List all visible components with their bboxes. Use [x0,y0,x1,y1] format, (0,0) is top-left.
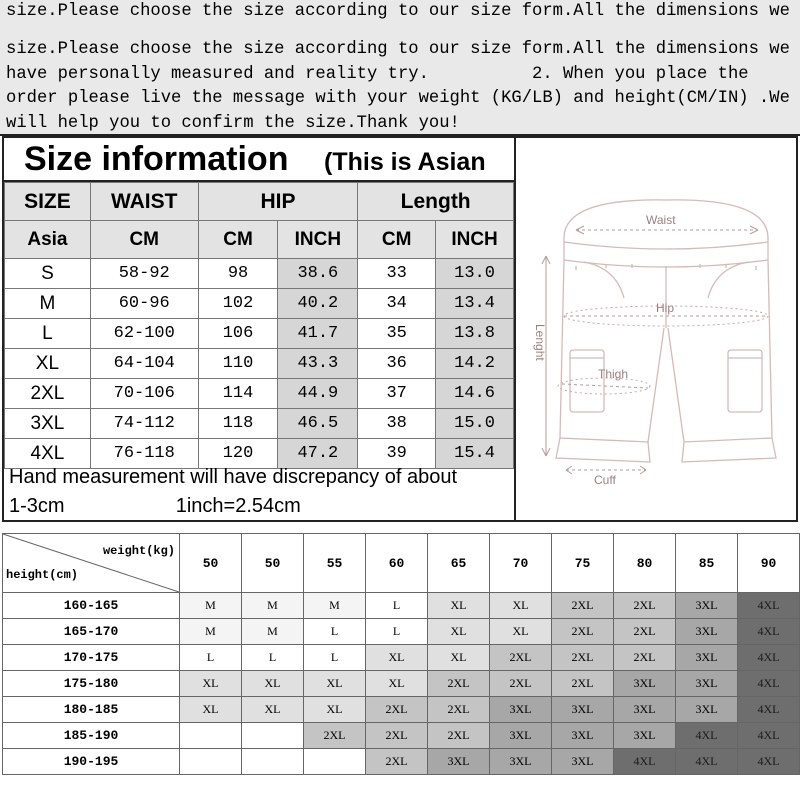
cell-hip-inch: 47.2 [278,439,358,469]
height-row [3,749,800,775]
size-recommendation-cell: 3XL [614,697,676,723]
cell-size: 4XL [5,439,91,469]
unit-cm: CM [90,221,198,259]
size-recommendation-cell: 4XL [738,645,800,671]
size-recommendation-cell: 4XL [676,723,738,749]
size-recommendation-cell: 3XL [676,671,738,697]
size-recommendation-cell: 4XL [738,749,800,775]
size-recommendation-cell: 3XL [676,619,738,645]
size-recommendation-cell: 2XL [428,671,490,697]
size-recommendation-cell: XL [490,619,552,645]
weight-header-cell: 50 [180,534,242,593]
height-range-cell: 170-175 [3,645,180,671]
size-recommendation-cell [304,749,366,775]
size-recommendation-cell: 3XL [614,671,676,697]
unit-inch: INCH [278,221,358,259]
size-recommendation-cell: 2XL [428,697,490,723]
size-row [5,289,514,319]
size-recommendation-cell: 2XL [552,593,614,619]
weight-header-cell: 50 [242,534,304,593]
size-recommendation-cell: 4XL [738,671,800,697]
height-row [3,671,800,697]
size-title [4,138,514,182]
cell-hip-cm: 106 [198,319,278,349]
cell-waist-cm: 74-112 [90,409,198,439]
weight-axis-label: weight(kg) [102,544,175,558]
weight-header-cell: 65 [428,534,490,593]
cell-length-inch: 13.4 [436,289,514,319]
cell-waist-cm: 70-106 [90,379,198,409]
height-range-cell: 165-170 [3,619,180,645]
size-table-header [5,183,514,221]
unit-cm: CM [358,221,436,259]
size-recommendation-cell: 4XL [738,619,800,645]
size-recommendation-cell: M [242,619,304,645]
corner-diagonal [3,534,179,592]
size-recommendation-cell: 3XL [676,697,738,723]
size-recommendation-cell [180,723,242,749]
size-recommendation-cell: 4XL [738,723,800,749]
size-recommendation-cell: 2XL [614,593,676,619]
size-recommendation-cell: XL [242,671,304,697]
size-recommendation-cell: M [304,593,366,619]
cell-hip-inch: 44.9 [278,379,358,409]
size-title-text: Size information [24,140,289,178]
size-recommendation-cell: XL [490,593,552,619]
height-range-cell: 185-190 [3,723,180,749]
size-recommendation-cell: 4XL [738,593,800,619]
unit-cm: CM [198,221,278,259]
weight-header-cell: 60 [366,534,428,593]
cell-hip-cm: 118 [198,409,278,439]
weight-header-cell: 90 [738,534,800,593]
corner-cell [3,534,180,593]
intro-line: have personally measured and reality try. 2. When you place the [6,64,749,84]
weight-header-cell: 75 [552,534,614,593]
cell-size: M [5,289,91,319]
size-recommendation-cell: 3XL [676,593,738,619]
size-recommendation-cell: L [304,645,366,671]
size-recommendation-cell: 2XL [304,723,366,749]
intro-cut-line: size.Please choose the size according to our size form.All the dimensions we [6,2,790,21]
cell-length-cm: 38 [358,409,436,439]
intro-line: size.Please choose the size according to our size form.All the dimensions we [6,40,790,59]
cell-hip-inch: 38.6 [278,259,358,289]
diagram-cuff-label: Cuff [594,473,616,487]
size-table [4,182,514,469]
size-recommendation-cell [180,749,242,775]
weight-header-cell: 70 [490,534,552,593]
size-recommendation-cell: M [242,593,304,619]
cell-hip-inch: 41.7 [278,319,358,349]
intro-line: order please live the message with your weight (KG/LB) and height(CM/IN) .We [6,89,790,109]
cell-waist-cm: 76-118 [90,439,198,469]
cell-length-cm: 36 [358,349,436,379]
size-recommendation-cell: M [180,593,242,619]
size-recommendation-cell: XL [304,671,366,697]
cell-length-cm: 34 [358,289,436,319]
size-recommendation-cell: 3XL [490,697,552,723]
cell-length-inch: 13.0 [436,259,514,289]
height-row [3,619,800,645]
size-recommendation-cell: L [180,645,242,671]
size-recommendation-cell: 3XL [552,697,614,723]
cell-size: 2XL [5,379,91,409]
size-recommendation-cell: 2XL [552,671,614,697]
size-recommendation-cell: 3XL [552,749,614,775]
shorts-illustration [516,138,796,522]
unit-asia: Asia [5,221,91,259]
height-row [3,723,800,749]
cell-hip-cm: 98 [198,259,278,289]
size-row [5,319,514,349]
diagram-length-label: Lenght [533,324,547,361]
size-recommendation-cell [242,723,304,749]
unit-inch: INCH [436,221,514,259]
cell-length-inch: 15.0 [436,409,514,439]
size-recommendation-cell: L [366,593,428,619]
cell-length-inch: 14.6 [436,379,514,409]
height-row [3,593,800,619]
size-recommendation-cell: 4XL [614,749,676,775]
size-recommendation-cell: L [304,619,366,645]
cell-length-cm: 33 [358,259,436,289]
cell-size: 3XL [5,409,91,439]
size-recommendation-cell: 3XL [490,723,552,749]
cell-size: XL [5,349,91,379]
cell-waist-cm: 58-92 [90,259,198,289]
weight-height-table [2,533,800,775]
cell-hip-inch: 40.2 [278,289,358,319]
cell-hip-cm: 102 [198,289,278,319]
height-row [3,697,800,723]
size-recommendation-cell: 3XL [614,723,676,749]
diagram-thigh-label: Thigh [598,367,629,381]
size-recommendation-cell: XL [242,697,304,723]
size-recommendation-cell [242,749,304,775]
cell-hip-cm: 110 [198,349,278,379]
height-range-cell: 180-185 [3,697,180,723]
header-hip: HIP [198,183,358,221]
size-recommendation-cell: 4XL [738,697,800,723]
size-recommendation-cell: L [366,619,428,645]
size-recommendation-cell: 2XL [366,723,428,749]
size-recommendation-cell: M [180,619,242,645]
weight-header-cell: 85 [676,534,738,593]
size-row [5,349,514,379]
size-row [5,379,514,409]
size-recommendation-cell: 4XL [676,749,738,775]
size-recommendation-cell: 2XL [552,645,614,671]
size-information-panel [2,136,516,522]
height-range-cell: 175-180 [3,671,180,697]
cell-hip-cm: 114 [198,379,278,409]
height-range-cell: 190-195 [3,749,180,775]
size-recommendation-cell: XL [366,671,428,697]
size-recommendation-cell: 2XL [366,749,428,775]
size-recommendation-cell: XL [428,619,490,645]
size-table-units [5,221,514,259]
cell-waist-cm: 62-100 [90,319,198,349]
size-recommendation-cell: 2XL [366,697,428,723]
header-size: SIZE [5,183,91,221]
size-recommendation-cell: 2XL [490,671,552,697]
cell-size: S [5,259,91,289]
weight-header-cell: 80 [614,534,676,593]
cell-length-cm: 35 [358,319,436,349]
size-recommendation-cell: XL [366,645,428,671]
size-subtitle-text: (This is Asian [324,148,486,176]
size-recommendation-cell: 2XL [614,619,676,645]
size-recommendation-cell: 2XL [428,723,490,749]
size-recommendation-cell: L [242,645,304,671]
cell-length-cm: 39 [358,439,436,469]
size-recommendation-cell: XL [180,697,242,723]
cell-hip-inch: 46.5 [278,409,358,439]
height-row [3,645,800,671]
size-recommendation-cell: 2XL [490,645,552,671]
cell-length-inch: 13.8 [436,319,514,349]
intro-line: will help you to confirm the size.Thank you! [6,113,460,133]
note-line: 1-3cm 1inch=2.54cm [9,495,301,517]
size-recommendation-cell: XL [428,645,490,671]
size-recommendation-cell: 3XL [676,645,738,671]
size-recommendation-cell: 2XL [552,619,614,645]
cell-length-cm: 37 [358,379,436,409]
size-recommendation-cell: 3XL [552,723,614,749]
diagram-waist-label: Waist [646,213,676,227]
size-recommendation-cell: 3XL [490,749,552,775]
diagram-hip-label: Hip [656,301,675,315]
cell-hip-inch: 43.3 [278,349,358,379]
cell-length-inch: 14.2 [436,349,514,379]
measurement-note [4,462,514,520]
size-recommendation-cell: XL [304,697,366,723]
weight-header-cell: 55 [304,534,366,593]
header-waist: WAIST [90,183,198,221]
size-recommendation-cell: XL [180,671,242,697]
weight-header-row [3,534,800,593]
cell-waist-cm: 64-104 [90,349,198,379]
intro-text [0,0,800,136]
note-line: Hand measurement will have discrepancy of about [9,466,458,488]
size-recommendation-cell: XL [428,593,490,619]
cell-hip-cm: 120 [198,439,278,469]
cell-length-inch: 15.4 [436,439,514,469]
cell-waist-cm: 60-96 [90,289,198,319]
size-recommendation-cell: 2XL [614,645,676,671]
shorts-diagram [516,136,798,522]
height-range-cell: 160-165 [3,593,180,619]
size-recommendation-cell: 3XL [428,749,490,775]
cell-size: L [5,319,91,349]
header-length: Length [358,183,514,221]
size-row [5,259,514,289]
height-axis-label: height(cm) [6,568,79,582]
size-row [5,409,514,439]
